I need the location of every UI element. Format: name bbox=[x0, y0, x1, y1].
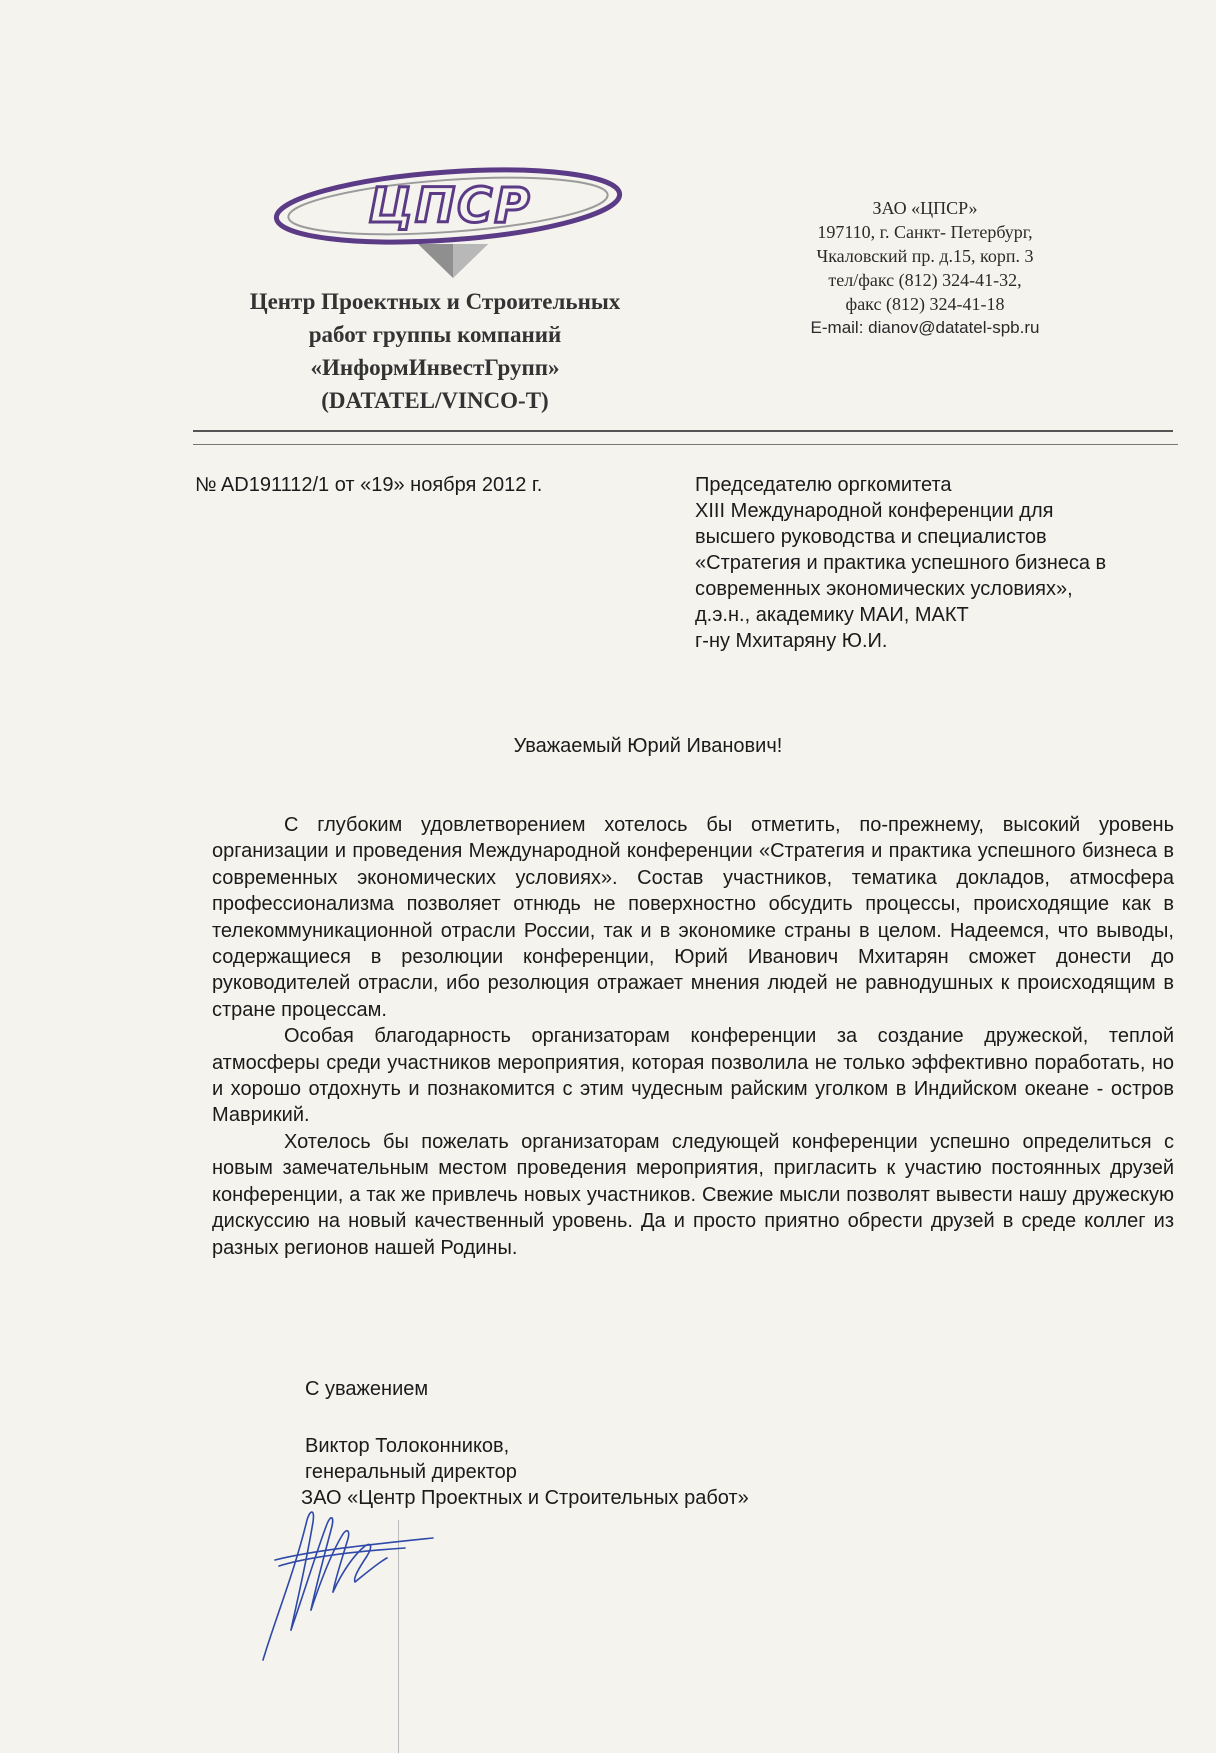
body-paragraph: Хотелось бы пожелать организаторам следующей конференции успешно определиться с новым замечательным местом проведения мероприятия, пригласить к участию постоянных друзей конференции, а так же привлечь новых участников. Свежие мысли позволят вывести нашу дружескую дискуссию на новый качественный уровень. Да и просто приятно обрести друзей в среде коллег из разных регионов нашей Родины. bbox=[212, 1130, 1174, 1259]
recipient-line: г-ну Мхитаряну Ю.И. bbox=[695, 630, 888, 652]
document-reference: № AD191112/1 от «19» ноября 2012 г. bbox=[195, 474, 543, 496]
recipient-line: Председателю оргкомитета bbox=[695, 474, 952, 496]
address-line: ЗАО «ЦПСР» bbox=[872, 198, 978, 218]
handwritten-signature bbox=[255, 1500, 435, 1670]
body-paragraph: Особая благодарность организаторам конференции за создание дружеской, теплой атмосферы среди участников мероприятия, которая позволила не только эффективно поработать, но и хорошо отдохнуть и познакомится с этим чудесным райским уголком в Индийском океане - остров Маврикий. bbox=[212, 1025, 1174, 1127]
address-line: Чкаловский пр. д.15, корп. 3 bbox=[816, 246, 1034, 266]
recipient-block bbox=[695, 472, 1175, 654]
signer-title: генеральный директор bbox=[305, 1461, 517, 1483]
letterhead-divider bbox=[193, 430, 1173, 432]
address-line: 197110, г. Санкт- Петербург, bbox=[817, 222, 1033, 242]
email-address: E-mail: dianov@datatel-spb.ru bbox=[810, 318, 1040, 337]
recipient-line: д.э.н., академику МАИ, МАКТ bbox=[695, 604, 969, 626]
svg-text:ЦПСР: ЦПСР bbox=[368, 178, 532, 234]
recipient-line: современных экономических условиях», bbox=[695, 578, 1073, 600]
address-line: факс (812) 324-41-18 bbox=[845, 294, 1005, 314]
company-logo bbox=[268, 164, 628, 280]
address-line: тел/факс (812) 324-41-32, bbox=[828, 270, 1022, 290]
org-name-line: «ИнформИнвестГрупп» bbox=[310, 355, 560, 380]
org-name-line: работ группы компаний bbox=[308, 322, 562, 347]
recipient-line: «Стратегия и практика успешного бизнеса в bbox=[695, 552, 1107, 574]
recipient-line: высшего руководства и специалистов bbox=[695, 526, 1047, 548]
salutation: Уважаемый Юрий Иванович! bbox=[513, 735, 783, 757]
org-name-line: (DATATEL/VINCO-T) bbox=[321, 388, 549, 413]
closing: С уважением bbox=[305, 1378, 429, 1400]
recipient-line: XIII Международной конференции для bbox=[695, 500, 1054, 522]
letterhead-divider-thin bbox=[193, 444, 1178, 445]
body-paragraph: С глубоким удовлетворением хотелось бы отметить, по-прежнему, высокий уровень организации и проведения Международной конференции «Стратегия и практика успешного бизнеса в современных экономических условиях». Состав участников, тематика докладов, атмосфера профессионализма позволяет отнюдь не поверхностно обсудить процессы, происходящие как в телекоммуникационной отрасли России, так и в экономике страны в целом. Надеемся, что выводы, содержащиеся в резолюции конференции, Юрий Иванович Мхитарян сможет донести до руководителей отрасли, ибо резолюция отражает мнения людей не равнодушных к происходящим в стране процессам. bbox=[212, 814, 1174, 1021]
signer-organization: ЗАО «Центр Проектных и Строительных работ» bbox=[301, 1487, 749, 1509]
organization-name bbox=[205, 285, 665, 417]
signer-name: Виктор Толоконников, bbox=[305, 1435, 510, 1457]
letter-body bbox=[212, 812, 1174, 1261]
company-address bbox=[770, 196, 1080, 340]
org-name-line: Центр Проектных и Строительных bbox=[249, 289, 621, 314]
